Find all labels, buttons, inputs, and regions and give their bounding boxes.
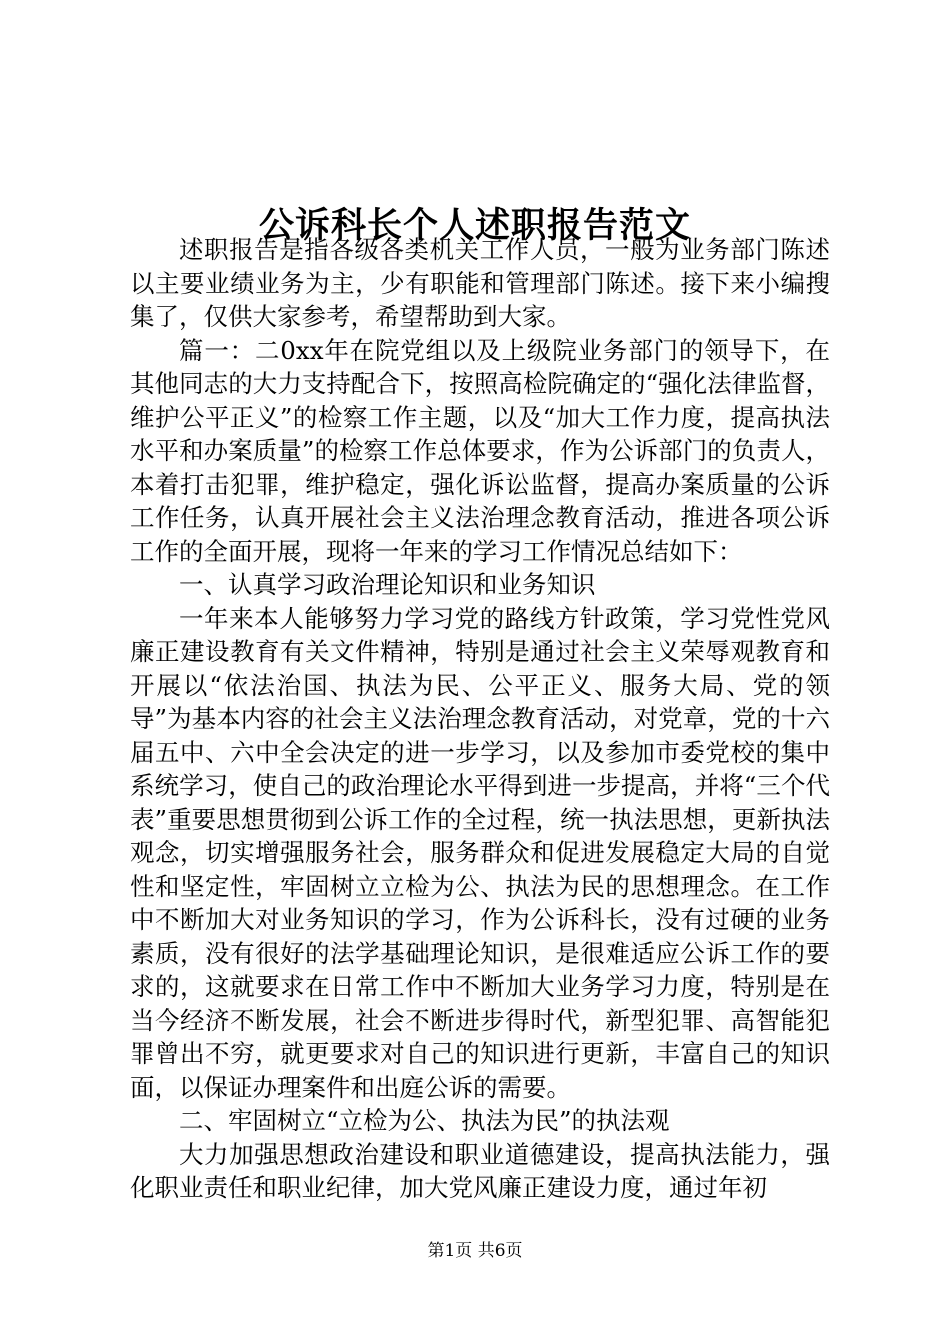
page-number-footer: 第1页 共6页 [427, 1241, 523, 1261]
section-heading-2: 二、牢固树立“立检为公、执法为民”的执法观 [179, 1106, 670, 1135]
document-title: 公诉科长个人述职报告范文 [258, 205, 691, 247]
document-body [130, 233, 830, 1205]
paragraph-study: 一年来本人能够努力学习党的路线方针政策，学习党性党风廉正建设教育有关文件精神，特别是通过社会主义荣辱观教育和开展以“依法治国、执法为民、公平正义、服务大局、党的领导”为基本内容的社会主义法治理念教育活动，对党章，党的十六届五中、六中全会决定的进一步学习，以及参加市委党校的集中系统学习，使自己的政治理论水平得到进一步提高，并将“三个代表”重要思想贯彻到公诉工作的全过程，统一执法思想，更新执法观念，切实增强服务社会，服务群众和促进发展稳定大局的自觉性和坚定性，牢固树立立检为公、执法为民的思想理念。在工作中不断加大对业务知识的学习，作为公诉科长，没有过硬的业务素质，没有很好的法学基础理论知识，是很难适应公诉工作的要求的，这就要求在日常工作中不断加大业务学习力度，特别是在当今经济不断发展，社会不断进步得时代，新型犯罪、高智能犯罪曾出不穷，就更要求对自己的知识进行更新，丰富自己的知识面，以保证办理案件和出庭公诉的需要。 [130, 603, 830, 1102]
paragraph-part-one: 篇一：二0xx年在院党组以及上级院业务部门的领导下，在其他同志的大力支持配合下，按照高检院确定的“强化法律监督，维护公平正义”的检察工作主题，以及“加大工作力度，提高执法水平和办案质量”的检察工作总体要求，作为公诉部门的负责人，本着打击犯罪，维护稳定，强化诉讼监督，提高办案质量的公诉工作任务，认真开展社会主义法治理念教育活动，推进各项公诉工作的全面开展，现将一年来的学习工作情况总结如下： [130, 335, 830, 566]
paragraph-ethics: 大力加强思想政治建设和职业道德建设，提高执法能力，强化职业责任和职业纪律，加大党风廉正建设力度，通过年初 [130, 1139, 830, 1202]
section-heading-1: 一、认真学习政治理论知识和业务知识 [179, 570, 596, 599]
paragraph-intro: 述职报告是指各级各类机关工作人员，一般为业务部门陈述以主要业绩业务为主，少有职能和管理部门陈述。接下来小编搜集了，仅供大家参考，希望帮助到大家。 [130, 235, 830, 331]
